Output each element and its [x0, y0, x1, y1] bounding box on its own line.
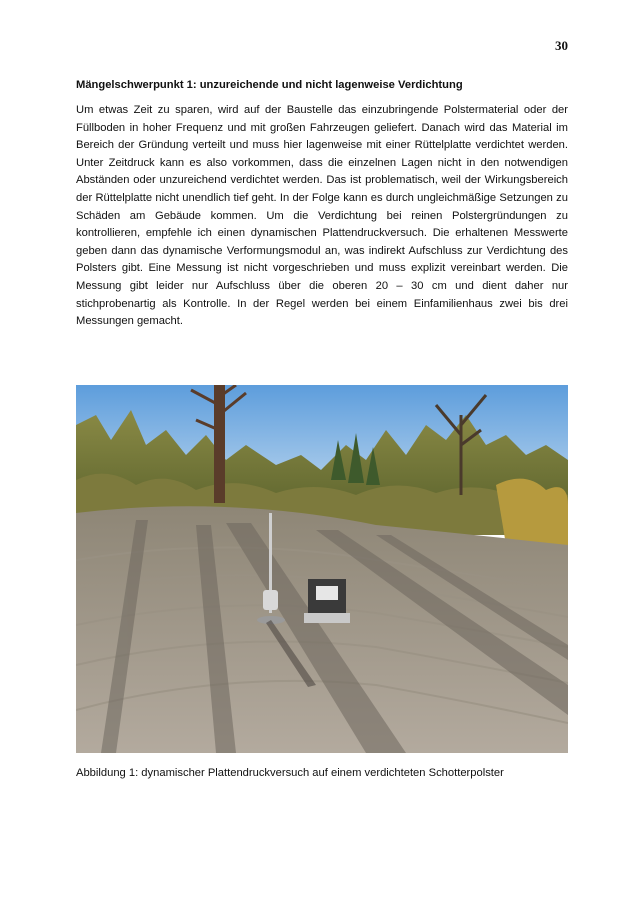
section-heading: Mängelschwerpunkt 1: unzureichende und nicht lagenweise Verdichtung	[76, 79, 463, 91]
case-base	[304, 613, 350, 623]
autumn-bush	[496, 479, 568, 545]
case-screen	[316, 586, 338, 600]
page-number: 30	[555, 38, 568, 53]
body-paragraph: Um etwas Zeit zu sparen, wird auf der Baustelle das einzubringende Polstermaterial oder der Füllboden in hoher Frequenz und mit großen Fahrzeugen geliefert. Danach wird das Material im Bereich der Gründung verteilt und muss hier lagenweise mit einer Rüttelplatte verdichtet werden. Unter Zeitdruck kann es also vorkommen, dass die einzelnen Lagen nicht in den notwendigen Abständen oder unzureichend verdichtet werden. Das ist problematisch, weil der Wirkungsbereich der Rüttelplatte nicht unendlich tief geht. In der Folge kann es durch ungleichmäßige Setzungen zu Schäden am Gebäude kommen. Um die Verdichtung bei reinen Polstergründungen zu kontrollieren, empfehle ich einen dynamischen Plattendruckversuch. Die erhaltenen Messwerte geben dann das dynamische Verformungsmodul an, was indirekt Aufschluss zur Verdichtung des Polsters gibt. Eine Messung ist nicht vorgeschrieben und muss explizit vereinbart werden. Die Messung gibt leider nur Aufschluss über die oberen 20 – 30 cm und dient daher nur stichprobenartig als Kontrolle. In der Regel werden bei einem Einfamilienhaus zwei bis drei Messungen gemacht.	[76, 104, 568, 328]
figure-caption: Abbildung 1: dynamischer Plattendruckversuch auf einem verdichteten Schotterpolster	[76, 767, 504, 779]
figure-photo	[76, 385, 568, 753]
construction-site-photo	[76, 385, 568, 753]
load-plate-weight	[263, 590, 278, 610]
